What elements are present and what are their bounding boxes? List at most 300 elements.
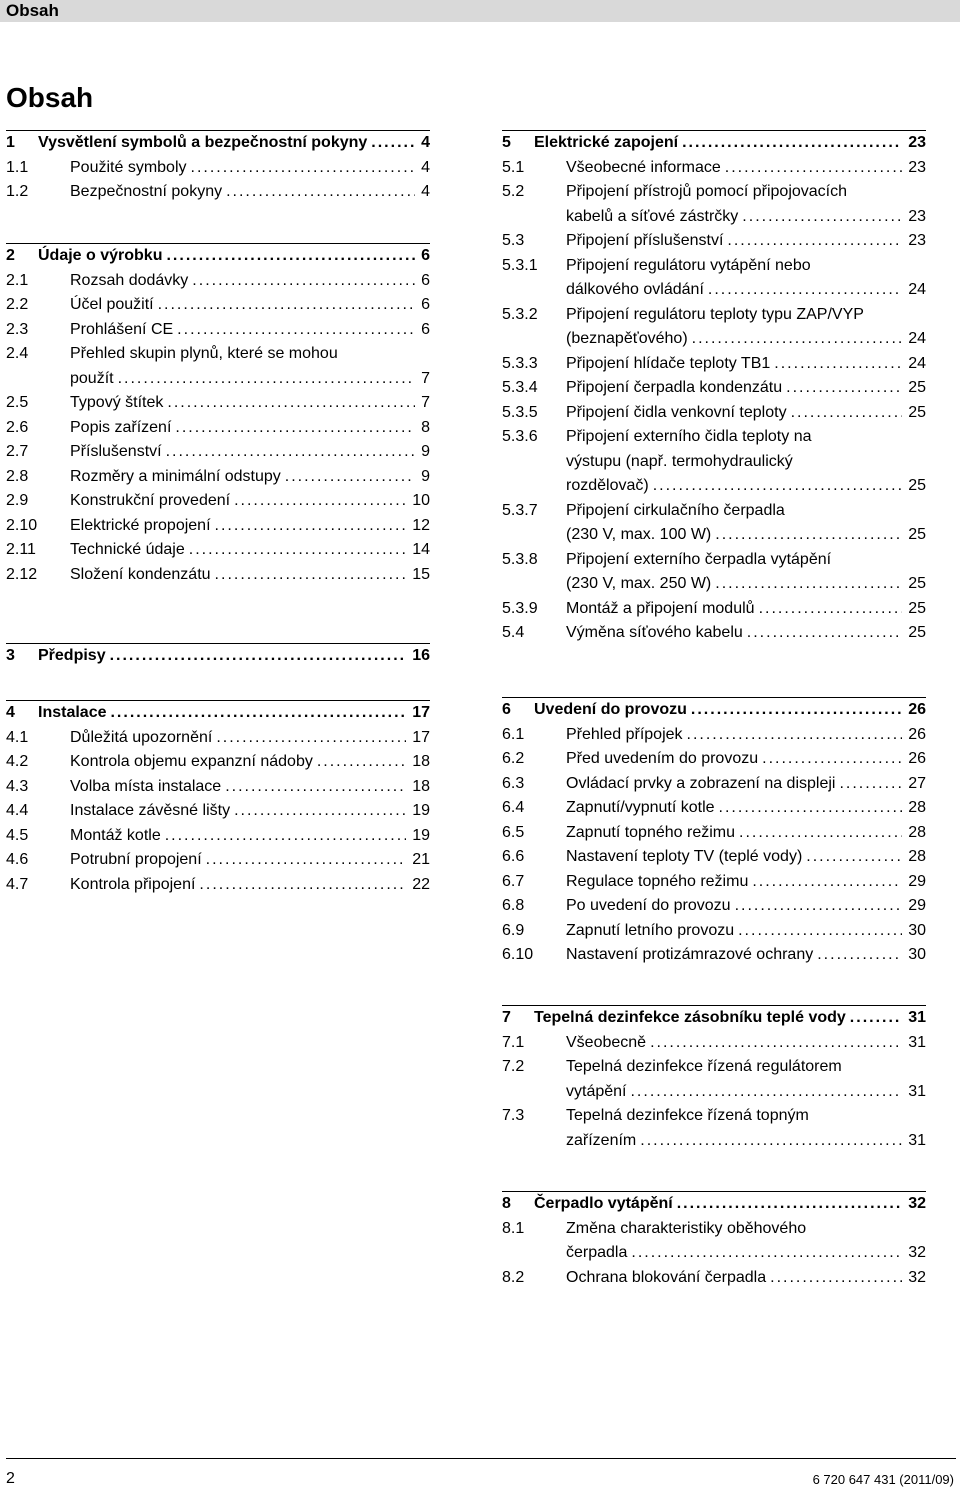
toc-entry[interactable] (502, 376, 926, 401)
toc-entry-page: 22 (412, 875, 430, 893)
toc-entry-title: Údaje o výrobku (38, 247, 163, 264)
toc-entry-title: použít (70, 369, 114, 387)
toc-entry[interactable] (502, 180, 926, 205)
toc-entry-number: 2.11 (6, 541, 36, 558)
toc-entry[interactable] (6, 318, 430, 343)
toc-entry[interactable] (502, 352, 926, 377)
toc-entry-title: Typový štítek (70, 394, 164, 411)
toc-entry-number: 5.3.2 (502, 305, 538, 323)
toc-entry[interactable] (6, 514, 430, 539)
toc-entry-number: 6.7 (502, 872, 525, 890)
toc-entry-page: 6 (421, 247, 430, 264)
toc-entry-title: Rozsah dodávky (70, 271, 189, 289)
toc-leader-dots (731, 894, 903, 919)
toc-entry-number: 2.2 (6, 296, 29, 313)
toc-entry-title: Změna charakteristiky oběhového (566, 1219, 807, 1237)
toc-entry-text (566, 1266, 926, 1291)
toc-entry-title: Připojení přístrojů pomocí připojovacích (566, 183, 848, 200)
toc-entry[interactable] (502, 1266, 926, 1291)
toc-entry-title: Připojení externího čidla teploty na (566, 428, 812, 445)
toc-entry-title: Instalace (38, 704, 107, 721)
toc-entry-text (566, 327, 926, 352)
toc-leader-dots (734, 919, 902, 944)
toc-entry-number: 7.3 (502, 1107, 525, 1124)
toc-section-8 (502, 1191, 926, 1290)
toc-entry-text (70, 799, 430, 824)
toc-entry-title: Volba místa instalace (70, 777, 222, 795)
toc-entry[interactable] (502, 1104, 926, 1129)
toc-entry-title: Připojení příslušenství (566, 232, 724, 249)
toc-entry-text (566, 254, 926, 279)
toc-entry-page: 21 (412, 851, 430, 868)
toc-entry-number: 2.4 (6, 345, 29, 362)
toc-entry-page: 19 (412, 802, 430, 819)
toc-entry-page: 17 (412, 728, 430, 746)
toc-section-1 (6, 130, 430, 205)
toc-entry-title: rozdělovač) (566, 477, 649, 494)
toc-entry-number: 7.1 (502, 1033, 525, 1051)
toc-entry-title: Potrubní propojení (70, 851, 202, 868)
toc-entry[interactable] (502, 254, 926, 279)
toc-entry-title: Ochrana blokování čerpadla (566, 1268, 767, 1286)
toc-entry-text (38, 244, 430, 269)
toc-entry-title: Příslušenství (70, 443, 162, 460)
toc-entry-continuation[interactable] (502, 327, 926, 352)
toc-entry-title: Montáž kotle (70, 826, 161, 844)
toc-chapter-heading[interactable] (6, 644, 430, 669)
toc-entry-title: (beznapěťového) (566, 330, 688, 347)
toc-entry[interactable] (6, 489, 430, 514)
toc-entry[interactable] (6, 180, 430, 205)
toc-entry-text (70, 156, 430, 181)
toc-entry-number: 5.3 (502, 232, 525, 249)
toc-entry-continuation[interactable] (502, 1241, 926, 1266)
toc-entry-number: 3 (6, 647, 15, 664)
toc-leader-dots (687, 698, 902, 723)
running-header-label: Obsah (6, 1, 59, 20)
toc-leader-dots (195, 873, 406, 898)
toc-entry[interactable] (502, 303, 926, 328)
toc-entry[interactable] (6, 391, 430, 416)
toc-entry[interactable] (502, 156, 926, 181)
toc-entry-text (566, 1129, 926, 1154)
toc-entry-number: 4 (6, 704, 15, 721)
toc-leader-dots (106, 701, 406, 726)
toc-entry[interactable] (502, 425, 926, 450)
toc-entry[interactable] (6, 799, 430, 824)
toc-entry-page: 4 (421, 183, 430, 200)
toc-entry-number: 6.9 (502, 921, 525, 939)
toc-leader-dots (766, 1266, 902, 1291)
toc-entry-title: Zapnutí letního provozu (566, 921, 735, 939)
toc-entry-title: Kontrola připojení (70, 875, 196, 893)
toc-leader-dots (649, 474, 903, 499)
toc-entry-title: vytápění (566, 1082, 627, 1100)
toc-leader-dots (185, 538, 406, 563)
toc-entry-page: 29 (908, 872, 926, 890)
toc-entry-number: 5.3.6 (502, 428, 538, 445)
toc-entry-text (566, 821, 926, 846)
toc-entry-page: 6 (421, 271, 430, 289)
toc-leader-dots (688, 327, 903, 352)
toc-entry-text (566, 894, 926, 919)
toc-section-3 (6, 643, 430, 669)
toc-entry-page: 16 (412, 647, 430, 664)
toc-entry-title: výstupu (např. termohydraulický (566, 452, 793, 470)
toc-entry-text (566, 597, 926, 622)
toc-entry-text (566, 278, 926, 303)
toc-entry-text (566, 156, 926, 181)
toc-entry-text (70, 750, 430, 775)
toc-entry-title: Použité symboly (70, 158, 187, 176)
toc-entry-text (566, 474, 926, 499)
toc-entry-text (534, 131, 926, 156)
toc-entry[interactable] (6, 538, 430, 563)
toc-entry-page: 28 (908, 799, 926, 816)
toc-leader-dots (748, 870, 902, 895)
toc-entry[interactable] (502, 870, 926, 895)
toc-entry[interactable] (502, 229, 926, 254)
toc-entry-title: Připojení čidla venkovní teploty (566, 403, 787, 421)
toc-entry[interactable] (6, 293, 430, 318)
toc-entry-number: 5.3.9 (502, 599, 538, 617)
toc-entry-continuation[interactable] (502, 523, 926, 548)
toc-leader-dots (202, 848, 407, 873)
toc-entry-number: 4.2 (6, 753, 29, 770)
toc-entry-title: Nastavení teploty TV (teplé vody) (566, 848, 803, 865)
toc-entry-page: 4 (421, 158, 430, 176)
toc-entry-text (70, 514, 430, 539)
toc-entry-title: Tepelná dezinfekce zásobníku teplé vody (534, 1009, 846, 1026)
running-header (0, 0, 960, 22)
toc-chapter-heading[interactable] (6, 131, 430, 156)
toc-entry[interactable] (502, 894, 926, 919)
toc-leader-dots (782, 376, 902, 401)
toc-entry-title: Bezpečnostní pokyny (70, 183, 223, 200)
toc-entry-title: Instalace závěsné lišty (70, 802, 231, 819)
toc-entry-text (70, 391, 430, 416)
toc-entry[interactable] (502, 747, 926, 772)
toc-entry-title: Regulace topného režimu (566, 872, 749, 890)
toc-leader-dots (683, 723, 903, 748)
toc-entry-title: Zapnutí topného režimu (566, 823, 735, 841)
toc-entry-page: 25 (908, 575, 926, 592)
toc-leader-dots (673, 1192, 903, 1217)
toc-entry-page: 6 (421, 296, 430, 313)
toc-entry-continuation[interactable] (502, 1080, 926, 1105)
toc-leader-dots (106, 644, 407, 669)
toc-leader-dots (721, 156, 902, 181)
toc-leader-dots (162, 244, 415, 269)
toc-entry-page: 31 (908, 1131, 926, 1149)
toc-entry[interactable] (6, 416, 430, 441)
toc-entry-title: Předpisy (38, 647, 106, 664)
toc-entry-page: 23 (908, 134, 926, 151)
toc-leader-dots (173, 318, 415, 343)
toc-leader-dots (154, 293, 416, 318)
toc-entry-page: 25 (908, 599, 926, 617)
toc-entry-number: 5.3.7 (502, 501, 538, 519)
toc-entry-text (566, 572, 926, 597)
toc-entry-title: Důležitá upozornění (70, 728, 213, 746)
toc-chapter-heading[interactable] (6, 701, 430, 726)
toc-entry-title: (230 V, max. 250 W) (566, 575, 712, 592)
toc-entry[interactable] (502, 919, 926, 944)
toc-entry-text (566, 1031, 926, 1056)
toc-leader-dots (162, 440, 416, 465)
toc-entry-number: 6.6 (502, 848, 525, 865)
toc-entry-number: 2.9 (6, 492, 29, 509)
toc-entry[interactable] (502, 401, 926, 426)
toc-entry-number: 7.2 (502, 1058, 525, 1075)
toc-entry-text (566, 205, 926, 230)
toc-entry-continuation[interactable] (502, 1129, 926, 1154)
toc-entry-text (70, 538, 430, 563)
toc-entry-text (566, 180, 926, 205)
toc-entry-page: 6 (421, 320, 430, 338)
toc-entry-page: 31 (908, 1009, 926, 1026)
toc-entry[interactable] (502, 499, 926, 524)
toc-entry[interactable] (6, 342, 430, 367)
toc-entry-page: 18 (412, 777, 430, 795)
toc-entry-number: 4.7 (6, 875, 29, 893)
toc-entry-number: 8 (502, 1195, 511, 1212)
toc-entry-page: 24 (908, 354, 926, 372)
toc-entry-number: 6.5 (502, 823, 525, 841)
toc-entry[interactable] (502, 1055, 926, 1080)
toc-entry[interactable] (6, 156, 430, 181)
toc-entry-title: Přehled přípojek (566, 725, 683, 743)
toc-leader-dots (626, 1080, 902, 1105)
toc-entry[interactable] (6, 873, 430, 898)
toc-entry-title: Technické údaje (70, 541, 185, 558)
toc-entry[interactable] (502, 723, 926, 748)
toc-leader-dots (770, 352, 902, 377)
toc-entry-page: 32 (908, 1244, 926, 1261)
toc-entry-number: 4.3 (6, 777, 29, 795)
toc-entry-number: 4.5 (6, 826, 29, 844)
toc-entry-page: 28 (908, 823, 926, 841)
toc-entry[interactable] (502, 1031, 926, 1056)
toc-entry-text (566, 425, 926, 450)
toc-entry[interactable] (502, 597, 926, 622)
toc-entry-page: 27 (908, 774, 926, 792)
toc-entry-number: 6.3 (502, 774, 525, 792)
toc-entry-title: Připojení cirkulačního čerpadla (566, 501, 785, 519)
toc-entry[interactable] (502, 845, 926, 870)
toc-entry[interactable] (6, 750, 430, 775)
toc-entry-text (70, 489, 430, 514)
toc-entry-text (566, 523, 926, 548)
toc-entry-text (70, 873, 430, 898)
toc-entry-text (70, 367, 430, 392)
toc-entry-page: 25 (908, 403, 926, 421)
toc-chapter-heading[interactable] (502, 698, 926, 723)
toc-entry-text (70, 318, 430, 343)
toc-leader-dots (835, 772, 902, 797)
toc-leader-dots (846, 1006, 902, 1031)
toc-leader-dots (281, 465, 415, 490)
document-id: 6 720 647 431 (2011/09) (812, 1472, 954, 1487)
toc-entry-page: 12 (412, 516, 430, 534)
toc-entry-number: 5.3.1 (502, 256, 538, 274)
toc-entry-number: 2.1 (6, 271, 29, 289)
toc-entry-continuation[interactable] (502, 450, 926, 475)
toc-chapter-heading[interactable] (502, 1192, 926, 1217)
toc-entry-text (566, 845, 926, 870)
toc-leader-dots (758, 747, 902, 772)
toc-entry-title: Připojení externího čerpadla vytápění (566, 550, 832, 568)
toc-entry-page: 23 (908, 207, 926, 225)
toc-entry-title: Účel použití (70, 296, 154, 313)
toc-entry-number: 4.1 (6, 728, 29, 746)
toc-entry-page: 26 (908, 701, 926, 718)
toc-entry-page: 31 (908, 1082, 926, 1100)
toc-entry-number: 8.2 (502, 1268, 525, 1286)
toc-entry-title: Vysvětlení symbolů a bezpečnostní pokyny (38, 134, 368, 151)
toc-entry-number: 5.3.8 (502, 550, 538, 568)
toc-leader-dots (188, 269, 415, 294)
toc-leader-dots (802, 845, 902, 870)
toc-entry-number: 5.3.3 (502, 354, 538, 372)
toc-entry-text (70, 269, 430, 294)
toc-entry-title: Uvedení do provozu (534, 701, 687, 718)
toc-leader-dots (678, 131, 902, 156)
toc-entry[interactable] (502, 821, 926, 846)
toc-leader-dots (367, 131, 415, 156)
toc-entry-page: 32 (908, 1268, 926, 1286)
toc-entry-continuation[interactable] (502, 205, 926, 230)
toc-entry-continuation[interactable] (6, 367, 430, 392)
toc-entry-title: dálkového ovládání (566, 281, 704, 298)
toc-leader-dots (171, 416, 415, 441)
toc-entry-continuation[interactable] (502, 572, 926, 597)
toc-entry-text (38, 701, 430, 726)
toc-entry-text (566, 1104, 926, 1129)
toc-entry-text (566, 919, 926, 944)
toc-entry-number: 7 (502, 1009, 511, 1026)
toc-leader-dots (735, 821, 902, 846)
toc-entry-number: 2.8 (6, 467, 29, 485)
toc-entry-title: Popis zařízení (70, 418, 172, 436)
toc-entry-title: Všeobecné informace (566, 158, 721, 176)
toc-entry[interactable] (6, 726, 430, 751)
toc-leader-dots (161, 824, 406, 849)
toc-entry-text (566, 1055, 926, 1080)
toc-entry-page: 23 (908, 232, 926, 249)
toc-entry-title: Tepelná dezinfekce řízená topným (566, 1107, 809, 1124)
toc-entry-number: 5 (502, 134, 511, 151)
toc-entry-title: Po uvedení do provozu (566, 897, 731, 914)
toc-leader-dots (636, 1129, 902, 1154)
toc-entry[interactable] (6, 465, 430, 490)
toc-section-6 (502, 697, 926, 968)
toc-entry-number: 8.1 (502, 1219, 525, 1237)
toc-leader-dots (787, 401, 903, 426)
toc-entry-page: 26 (908, 725, 926, 743)
toc-chapter-heading[interactable] (502, 1006, 926, 1031)
toc-entry-page: 25 (908, 379, 926, 396)
toc-leader-dots (755, 597, 903, 622)
toc-entry-text (70, 440, 430, 465)
toc-section-7 (502, 1005, 926, 1153)
toc-entry-number: 6.10 (502, 946, 534, 963)
toc-entry-text (70, 563, 430, 588)
toc-entry-text (70, 824, 430, 849)
toc-entry-title: Připojení čerpadla kondenzátu (566, 379, 783, 396)
toc-entry-page: 25 (908, 526, 926, 543)
toc-leader-dots (187, 156, 416, 181)
toc-entry[interactable] (502, 772, 926, 797)
toc-entry[interactable] (502, 1217, 926, 1242)
toc-entry-title: Elektrické propojení (70, 516, 211, 534)
toc-leader-dots (114, 367, 416, 392)
toc-entry-page: 18 (412, 753, 430, 770)
toc-entry-text (566, 621, 926, 646)
toc-entry-page: 24 (908, 281, 926, 298)
toc-leader-dots (711, 572, 902, 597)
toc-entry[interactable] (6, 848, 430, 873)
toc-entry-title: zařízením (566, 1131, 637, 1149)
toc-leader-dots (738, 205, 902, 230)
toc-entry[interactable] (502, 796, 926, 821)
toc-entry-text (566, 548, 926, 573)
toc-entry-text (566, 870, 926, 895)
toc-entry[interactable] (502, 621, 926, 646)
toc-leader-dots (646, 1031, 902, 1056)
toc-entry-page: 14 (412, 541, 430, 558)
toc-entry-page: 4 (421, 134, 430, 151)
toc-entry[interactable] (6, 269, 430, 294)
toc-entry-number: 4.6 (6, 851, 29, 868)
toc-entry-text (70, 416, 430, 441)
toc-leader-dots (723, 229, 902, 254)
toc-entry-text (566, 1217, 926, 1242)
toc-leader-dots (711, 523, 902, 548)
toc-chapter-heading[interactable] (6, 244, 430, 269)
toc-chapter-heading[interactable] (502, 131, 926, 156)
toc-entry-text (566, 1241, 926, 1266)
toc-entry[interactable] (6, 775, 430, 800)
toc-entry-number: 1.2 (6, 183, 29, 200)
toc-entry-text (534, 1006, 926, 1031)
toc-entry-number: 2.5 (6, 394, 29, 411)
toc-section-2 (6, 243, 430, 587)
toc-entry[interactable] (502, 548, 926, 573)
toc-entry[interactable] (6, 563, 430, 588)
toc-entry-text (70, 342, 430, 367)
toc-entry-title: Konstrukční provedení (70, 492, 231, 509)
toc-entry[interactable] (6, 824, 430, 849)
footer-rule (6, 1458, 956, 1459)
toc-entry-page: 28 (908, 848, 926, 865)
toc-entry-text (38, 644, 430, 669)
toc-leader-dots (211, 563, 407, 588)
toc-entry-continuation[interactable] (502, 278, 926, 303)
toc-entry[interactable] (6, 440, 430, 465)
toc-entry-text (70, 465, 430, 490)
toc-leader-dots (313, 750, 406, 775)
toc-entry[interactable] (502, 943, 926, 968)
toc-entry-text (566, 1080, 926, 1105)
toc-entry-title: Připojení regulátoru teploty typu ZAP/VYP (566, 305, 864, 323)
toc-entry-number: 2.12 (6, 565, 38, 583)
toc-entry-number: 2 (6, 247, 15, 264)
toc-entry-page: 19 (412, 826, 430, 844)
toc-entry-title: čerpadla (566, 1244, 628, 1261)
page-number: 2 (6, 1470, 15, 1487)
toc-entry-continuation[interactable] (502, 474, 926, 499)
